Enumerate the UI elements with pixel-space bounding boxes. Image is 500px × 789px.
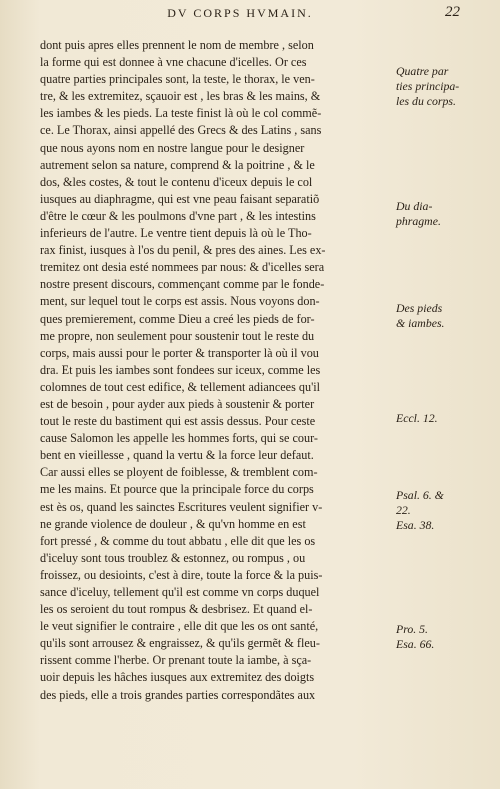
text-line: ques premierement, comme Dieu a creé les pieds de for- — [40, 311, 315, 326]
text-line: bent en vieillesse , quand la vertu & la force leur defaut. — [40, 448, 314, 463]
text-line: d'être le cœur & les poulmons d'vne part , & les intestins — [40, 208, 316, 223]
margin-note-line: Eccl. 12. — [396, 411, 438, 425]
text-line: d'iceluy sont tous troublez & estonnez, ou rompus , ou — [40, 550, 306, 565]
text-line: tre, & les extremitez, sçauoir est , les bras & les mains, & — [40, 89, 321, 104]
text-line: est de besoin , pour ayder aux pieds à soustenir & porter — [40, 396, 315, 411]
margin-note-line: & iambes. — [396, 316, 445, 330]
text-line: fort pressé , & comme du tout abbatu , elle dit que les os — [40, 533, 316, 548]
text-line: des pieds, elle a trois grandes parties correspondãtes aux — [40, 687, 316, 702]
text-line: tremitez ont desia esté nommees par nous: & d'icelles sera — [40, 260, 325, 275]
margin-note-line: Esa. 38. — [396, 518, 435, 532]
main-text-block — [40, 37, 390, 704]
text-line: inferieurs de l'autre. Le ventre tient depuis là où le Tho- — [40, 226, 312, 241]
text-line: colomnes de tout cest edifice, & tellement adiancees qu'il — [40, 379, 321, 394]
text-line: le veut signifier le contraire , elle dit que les os ont santé, — [40, 619, 319, 634]
text-line: autrement selon sa nature, comprend & la poitrine , & le — [40, 157, 315, 172]
margin-note-line: phragme. — [396, 214, 441, 228]
text-line: la forme qui est donnee à vne chacune d'icelles. Or ces — [40, 55, 307, 70]
text-line: me propre, non seulement pour soustenir tout le reste du — [40, 328, 315, 343]
page-number: 22 — [445, 4, 460, 20]
margin-note-line: ties principa- — [396, 79, 460, 93]
margin-note-line: 22. — [396, 503, 411, 517]
text-line: dos, &les costes, & tout le contenu d'iceux depuis le col — [40, 174, 313, 189]
text-line: cause Salomon les appelle les hommes forts, qui se cour- — [40, 431, 318, 446]
text-line: iusques au diaphragme, qui est vne peau faisant separatiõ — [40, 191, 320, 206]
margin-note-line: les du corps. — [396, 94, 456, 108]
margin-note-quatre — [396, 64, 492, 109]
text-line: ce. Le Thorax, ainsi appellé des Grecs & des Latins , sans — [40, 123, 322, 138]
text-line: sance d'iceluy, tellement qu'il est comme vn corps duquel — [40, 585, 320, 599]
text-line: dont puis apres elles prennent le nom de membre , selon — [40, 38, 314, 52]
text-line: est ès os, quand les sainctes Escritures veulent signifier v- — [40, 499, 323, 514]
margin-note-line: Quatre par — [396, 64, 449, 78]
running-title: DV CORPS HVMAIN. — [167, 6, 313, 20]
margin-note-line: Pro. 5. — [396, 622, 429, 636]
text-line: rissent comme l'herbe. Or prenant toute la iambe, à sça- — [40, 653, 312, 668]
text-line: rax finist, iusques à l'os du penil, & pres des aines. Les ex- — [40, 243, 326, 258]
text-line: froissez, ou desioints, c'est à dire, toute la force & la puis- — [40, 567, 323, 582]
margin-note-line: Des pieds — [396, 301, 443, 315]
margin-note-psal — [396, 488, 492, 533]
text-line: que nous ayons nom en nostre langue pour le designer — [40, 140, 305, 155]
margin-note-pieds — [396, 301, 492, 331]
margin-note-prov — [396, 622, 492, 652]
text-line: nostre present discours, commençant comme par le fonde- — [40, 277, 325, 292]
text-line: ne grande violence de douleur , & qu'vn homme en est — [40, 516, 306, 531]
text-line: corps, mais aussi pour le porter & transporter là où il vou — [40, 345, 319, 360]
margin-note-line: Du dia- — [396, 199, 433, 213]
margin-note-line: Esa. 66. — [396, 637, 435, 651]
text-line: les iambes & les pieds. La teste finist là où le col commẽ- — [40, 106, 322, 121]
text-line: qu'ils sont arrousez & engraissez, & qu'ils germẽt & fleu- — [40, 636, 320, 651]
text-line: tout le reste du bastiment qui est assis dessus. Pour ceste — [40, 414, 316, 429]
margin-note-eccl — [396, 411, 492, 426]
text-line: quatre parties principales sont, la teste, le thorax, le ven- — [40, 72, 315, 87]
text-line: les os seroient du tout rompus & desbrisez. Et quand el- — [40, 602, 313, 617]
text-line: ment, sur lequel tout le corps est assis. Nous voyons don- — [40, 294, 320, 309]
text-line: me les mains. Et pource que la principale force du corps — [40, 482, 314, 497]
text-line: uoir depuis les hâches iusques aux extremitez des doigts — [40, 670, 315, 685]
text-line: Car aussi elles se ployent de foiblesse, & tremblent com- — [40, 465, 318, 480]
margin-note-line: Psal. 6. & — [396, 488, 444, 502]
text-line: dra. Et puis les iambes sont fondees sur iceux, comme les — [40, 362, 321, 377]
margin-note-diaphragme — [396, 199, 492, 229]
